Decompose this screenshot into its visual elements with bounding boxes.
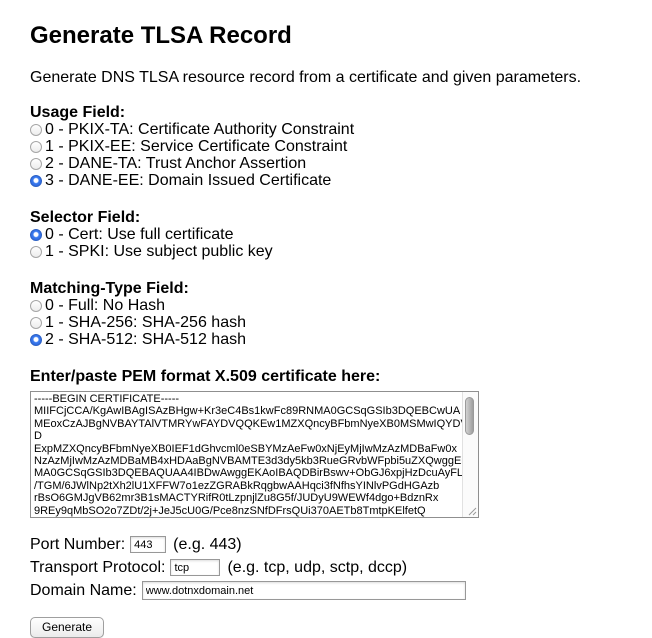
- resize-handle-icon[interactable]: [466, 505, 477, 516]
- matching-option-1-label: 1 - SHA-256: SHA-256 hash: [45, 313, 246, 331]
- selector-field-group: [30, 209, 630, 260]
- usage-field-group: [30, 104, 630, 189]
- matching-type-field-heading: Matching-Type Field:: [30, 280, 189, 297]
- certificate-textarea-wrap: [30, 391, 479, 518]
- certificate-heading: Enter/paste PEM format X.509 certificate here:: [30, 368, 381, 385]
- usage-option-0-label: 0 - PKIX-TA: Certificate Authority Constraint: [45, 120, 355, 138]
- matching-option-0-label: 0 - Full: No Hash: [45, 296, 166, 314]
- usage-radio-1[interactable]: [30, 141, 42, 153]
- matching-radio-1[interactable]: [30, 317, 42, 329]
- usage-radio-0[interactable]: [30, 124, 42, 136]
- matching-option-row: [30, 314, 630, 331]
- selector-field-heading: Selector Field:: [30, 209, 141, 226]
- usage-radio-3[interactable]: [30, 175, 42, 187]
- matching-option-row: [30, 297, 630, 314]
- selector-radio-1[interactable]: [30, 246, 42, 258]
- selector-option-0-label: 0 - Cert: Use full certificate: [45, 225, 234, 243]
- port-number-input[interactable]: [130, 536, 166, 553]
- usage-radio-2[interactable]: [30, 158, 42, 170]
- matching-option-2-label: 2 - SHA-512: SHA-512 hash: [45, 330, 246, 348]
- usage-option-2-label: 2 - DANE-TA: Trust Anchor Assertion: [45, 154, 307, 172]
- usage-option-row: [30, 138, 630, 155]
- generate-button[interactable]: Generate: [30, 617, 104, 638]
- page-title: Generate TLSA Record: [30, 22, 292, 49]
- usage-field-heading: Usage Field:: [30, 104, 126, 121]
- usage-option-3-label: 3 - DANE-EE: Domain Issued Certificate: [45, 171, 332, 189]
- transport-protocol-row: [30, 558, 630, 577]
- textarea-scrollbar[interactable]: [462, 392, 478, 517]
- certificate-textarea[interactable]: [30, 391, 479, 518]
- selector-radio-0[interactable]: [30, 229, 42, 241]
- port-number-row: [30, 535, 630, 554]
- matching-option-row: [30, 331, 630, 348]
- port-number-label: Port Number:: [30, 535, 126, 553]
- port-number-hint: (e.g. 443): [173, 535, 242, 553]
- selector-option-row: [30, 243, 630, 260]
- usage-option-row: [30, 121, 630, 138]
- matching-type-field-group: [30, 280, 630, 348]
- parameter-fields: [30, 535, 630, 600]
- transport-protocol-hint: (e.g. tcp, udp, sctp, dccp): [227, 558, 408, 576]
- usage-option-1-label: 1 - PKIX-EE: Service Certificate Constraint: [45, 137, 348, 155]
- domain-name-label: Domain Name:: [30, 581, 137, 599]
- transport-protocol-input[interactable]: [170, 559, 220, 576]
- domain-name-row: [30, 581, 630, 600]
- transport-protocol-label: Transport Protocol:: [30, 558, 166, 576]
- usage-option-row: [30, 155, 630, 172]
- usage-option-row: [30, 172, 630, 189]
- page-description: Generate DNS TLSA resource record from a certificate and given parameters.: [30, 69, 582, 86]
- scrollbar-thumb[interactable]: [465, 397, 474, 435]
- selector-option-row: [30, 226, 630, 243]
- selector-option-1-label: 1 - SPKI: Use subject public key: [45, 242, 273, 260]
- matching-radio-0[interactable]: [30, 300, 42, 312]
- matching-radio-2[interactable]: [30, 334, 42, 346]
- domain-name-input[interactable]: [142, 581, 466, 600]
